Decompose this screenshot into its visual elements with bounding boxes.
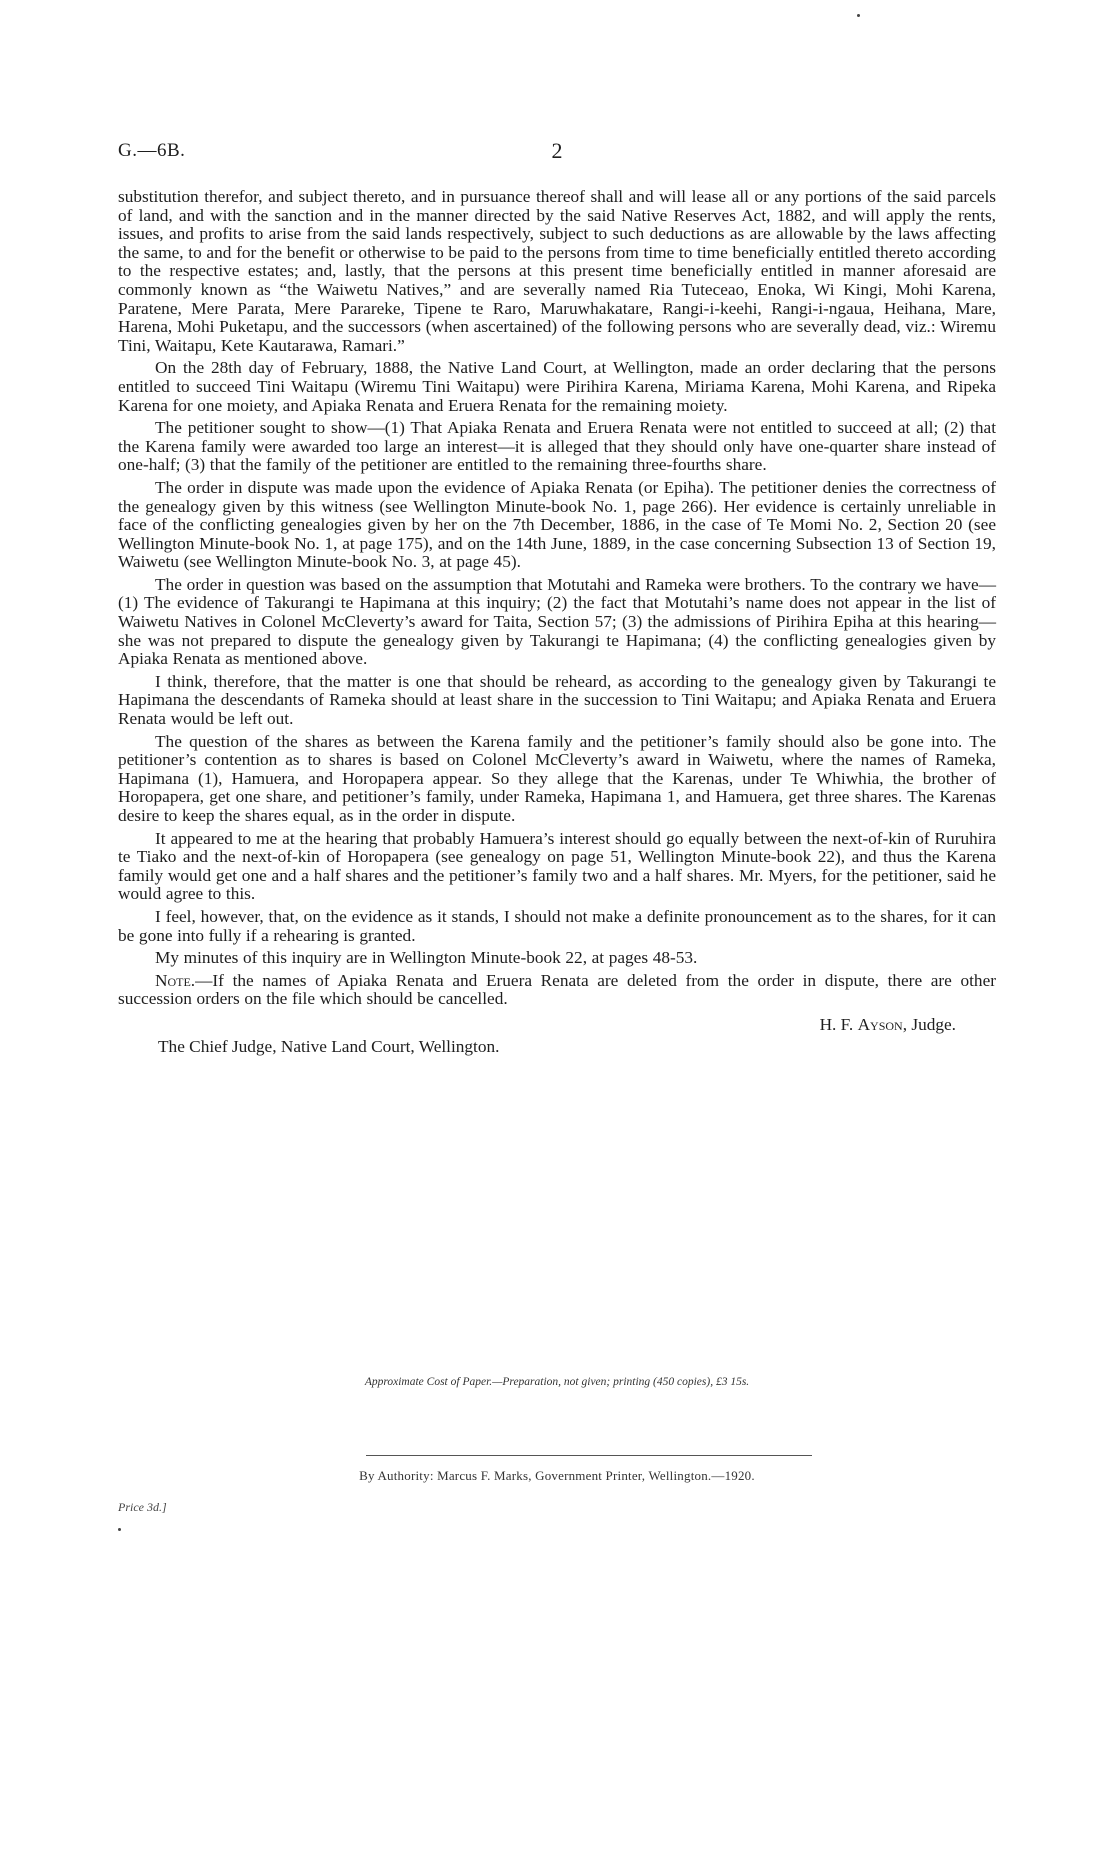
signature-initials: H. F.: [819, 1014, 854, 1034]
footer-divider: [366, 1455, 812, 1456]
paragraph: The petitioner sought to show—(1) That Apiaka Renata and Eruera Renata were not entitled to succeed at all; (2) that the Karena family were awarded too large an interest—it is alleged that they should only have one-quarter share instead of one-half; (3) that the family of the petitioner are entitled to the remaining three-fourths share.: [118, 418, 996, 475]
paragraph: My minutes of this inquiry are in Wellington Minute-book 22, at pages 48-53.: [155, 948, 698, 968]
page-number: 2: [551, 138, 563, 163]
signature: [118, 1015, 956, 1035]
price: Price 3d.]: [118, 1500, 167, 1514]
page-header: [118, 140, 996, 164]
paragraph: The order in dispute was made upon the evidence of Apiaka Renata (or Epiha). The petitioner denies the correctness of the genealogy given by this witness (see Wellington Minute-book No. 1, page 266). Her evidence is certainly unreliable in face of the conflicting genealogies given by her on the 7th December, 1886, in the case of Te Momi No. 2, Section 20 (see Wellington Minute-book No. 1, at page 175), and on the 14th June, 1889, in the case concerning Subsection 13 of Section 19, Waiwetu (see Wellington Minute-book No. 3, at page 45).: [118, 477, 996, 572]
note-lead: Note.: [155, 970, 196, 990]
printer-imprint: By Authority: Marcus F. Marks, Government Printer, Wellington.—1920.: [359, 1468, 755, 1483]
speck-mark: [857, 14, 860, 17]
paragraph: On the 28th day of February, 1888, the Native Land Court, at Wellington, made an order declaring that the persons entitled to succeed Tini Waitapu (Wiremu Tini Waitapu) were Pirihira Karena, Miriama Karena, Mohi Karena, and Ripeka Karena for one moiety, and Apiaka Renata and Eruera Renata for the remaining moiety.: [118, 358, 996, 415]
paragraph: I feel, however, that, on the evidence as it stands, I should not make a definite pronouncement as to the shares, for it can be gone into fully if a rehearing is granted.: [118, 906, 996, 945]
cost-of-paper-note: Approximate Cost of Paper.—Preparation, not given; printing (450 copies), £3 15s.: [364, 1376, 750, 1388]
note-text: —If the names of Apiaka Renata and Eruera Renata are deleted from the order in dispute, there are other succession orders on the file which should be cancelled.: [118, 970, 996, 1009]
speck-mark: [118, 1528, 121, 1531]
paragraph: The order in question was based on the assumption that Motutahi and Rameka were brothers. To the contrary we have—(1) The evidence of Takurangi te Hapimana at this inquiry; (2) the fact that Motutahi’s name does not appear in the list of Waiwetu Natives in Colonel McCleverty’s award for Taita, Section 57; (3) the admissions of Pirihira Epiha at this hearing—she was not prepared to dispute the genealogy given by Takurangi te Hapimana; (4) the conflicting genealogies given by Apiaka Renata as mentioned above.: [118, 574, 996, 669]
paragraph: substitution therefor, and subject thereto, and in pursuance thereof shall and will lease all or any portions of the said parcels of land, and with the sanction and in the manner directed by the said Native Reserves Act, 1882, and will apply the rents, issues, and profits to arise from the said lands respectively, subject to such deductions as are allowable by the laws affecting the same, to and for the benefit or otherwise to be paid to the persons from time to time beneficially entitled thereto according to the respective estates; and, lastly, that the persons at this present time beneficially entitled in manner aforesaid are commonly known as “the Waiwetu Natives,” and are severally named Ria Tuteceao, Enoka, Wi Kingi, Mohi Karena, Paratene, Mere Parata, Mere Parareke, Tipene te Raro, Maruwhakatare, Rangi-i-keehi, Rangi-i-ngaua, Heihana, Mare, Harena, Mohi Puketapu, and the successors (when ascertained) of the following persons who are severally dead, viz.: Wiremu Tini, Waitapu, Kete Kautarawa, Ramari.”: [118, 187, 996, 355]
document-reference: G.—6B.: [118, 140, 186, 161]
paragraph: The question of the shares as between the Karena family and the petitioner’s family should also be gone into. The petitioner’s contention as to shares is based on Colonel McCleverty’s award in Waiwetu, where the names of Rameka, Hapimana (1), Hamuera, and Horopapera appear. So they allege that the Karenas, under Te Whiwhia, the brother of Horopapera, get one share, and petitioner’s family, under Rameka, Hapimana 1, and Hamuera, get three shares. The Karenas desire to keep the shares equal, as in the order in dispute.: [118, 731, 996, 825]
paragraph: It appeared to me at the hearing that probably Hamuera’s interest should go equally between the next-of-kin of Ruruhira te Tiako and the next-of-kin of Horopapera (see genealogy on page 51, Wellington Minute-book 22), and thus the Karena family would get one and a half shares and the petitioner’s family two and a half shares. Mr. Myers, for the petitioner, said he would agree to this.: [118, 828, 996, 904]
paragraph: I think, therefore, that the matter is one that should be reheard, as according to the genealogy given by Takurangi te Hapimana the descendants of Rameka should at least share in the succession to Tini Waitapu; and Apiaka Renata and Eruera Renata would be left out.: [118, 671, 996, 729]
addressee: The Chief Judge, Native Land Court, Wellington.: [158, 1036, 500, 1056]
signature-title: , Judge.: [902, 1014, 956, 1034]
signature-surname: Ayson: [857, 1014, 903, 1034]
document-body: [118, 188, 996, 1057]
note-paragraph: [118, 972, 996, 1009]
